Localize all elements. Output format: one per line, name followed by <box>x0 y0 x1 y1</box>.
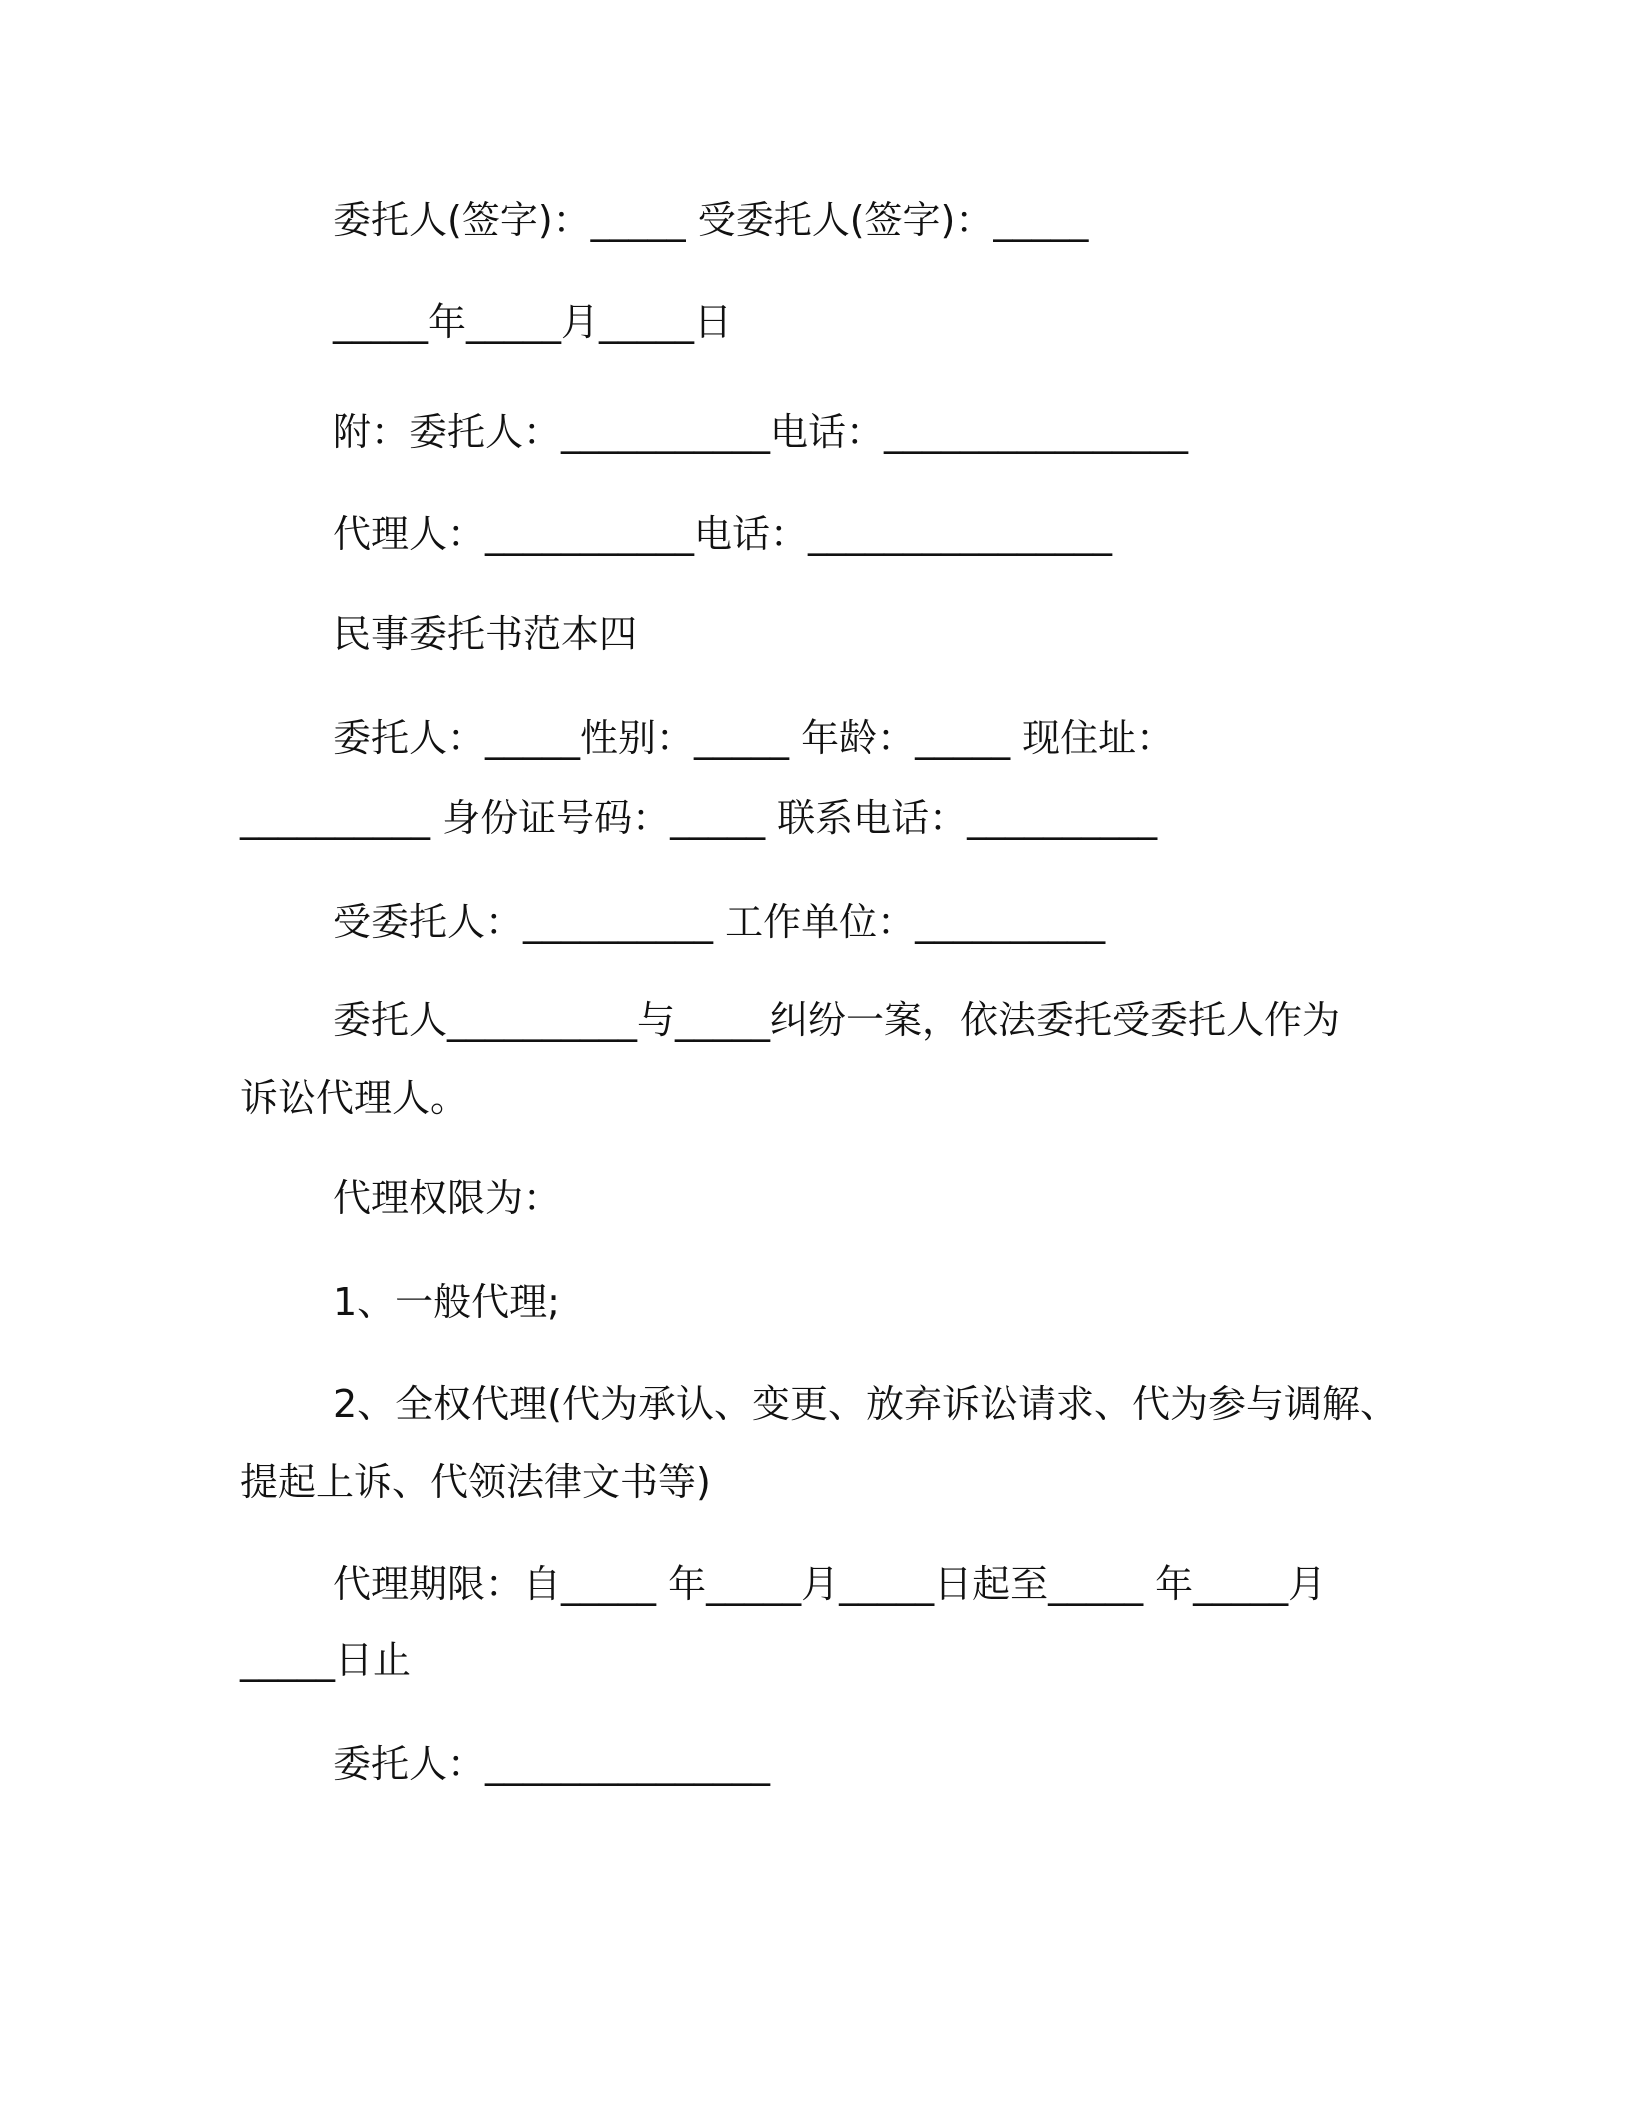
section-title: 民事委托书范本四 <box>333 612 638 656</box>
agent-info-line: 受委托人：__________ 工作单位：__________ <box>333 900 1106 944</box>
agent-phone-line: 代理人：___________电话：________________ <box>333 512 1113 556</box>
date-line: _____年_____月_____日 <box>333 300 733 344</box>
principal-final-line: 委托人：_______________ <box>333 1742 771 1786</box>
term-line-continued: _____日止 <box>240 1638 412 1682</box>
signature-line: 委托人(签字)：_____ 受委托人(签字)：_____ <box>333 198 1089 242</box>
attachment-principal-line: 附：委托人：___________电话：________________ <box>333 410 1189 454</box>
authority-item-2-continued: 提起上诉、代领法律文书等) <box>240 1460 711 1504</box>
authority-item-2: 2、全权代理(代为承认、变更、放弃诉讼请求、代为参与调解、 <box>333 1382 1399 1426</box>
term-line: 代理期限：自_____ 年_____月_____日起至_____ 年_____月 <box>333 1562 1327 1606</box>
principal-info-line: 委托人：_____性别：_____ 年龄：_____ 现住址： <box>333 716 1175 760</box>
authority-item-1: 1、一般代理; <box>333 1280 560 1324</box>
case-description-line: 委托人__________与_____纠纷一案，依法委托受委托人作为 <box>333 998 1341 1042</box>
case-description-line-continued: 诉讼代理人。 <box>240 1076 469 1120</box>
principal-info-line-continued: __________ 身份证号码：_____ 联系电话：__________ <box>240 796 1158 840</box>
authority-heading: 代理权限为： <box>333 1176 562 1220</box>
